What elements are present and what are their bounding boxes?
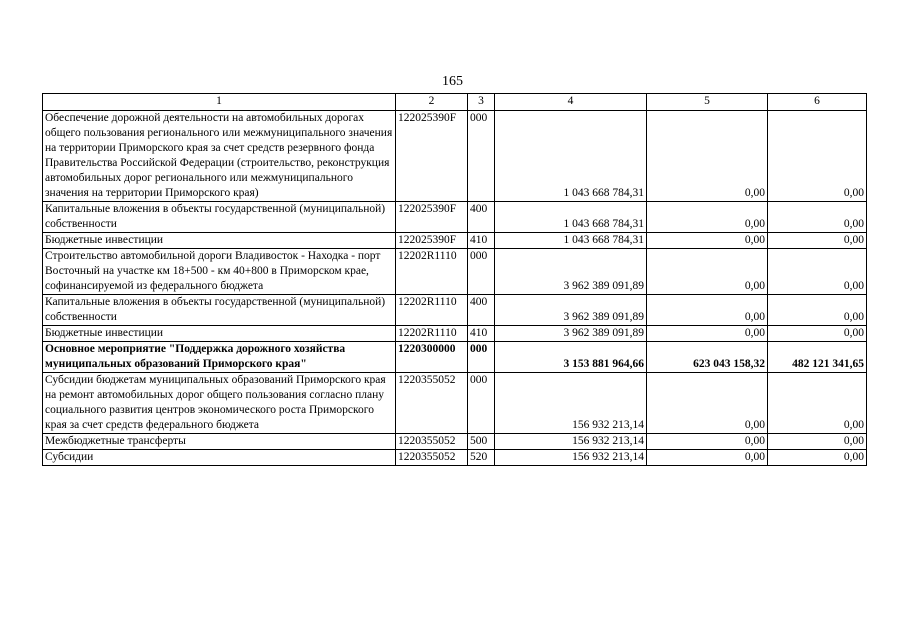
table-row (43, 434, 867, 450)
amount-column-6: 0,00 (768, 434, 867, 450)
column-number-1: 1 (43, 94, 396, 111)
target-article-code: 12202R1110 (396, 326, 468, 342)
target-article-code: 1220300000 (396, 342, 468, 373)
target-article-code: 1220355052 (396, 450, 468, 466)
table-row (43, 450, 867, 466)
amount-column-6: 0,00 (768, 202, 867, 233)
expense-type-code: 520 (468, 450, 495, 466)
amount-column-4: 3 962 389 091,89 (495, 326, 647, 342)
table-row (43, 249, 867, 295)
table-row (43, 202, 867, 233)
target-article-code: 1220355052 (396, 373, 468, 434)
row-name: Обеспечение дорожной деятельности на автомобильных дорогах общего пользования регионального или межмуниципального значения на территории Приморского края за счет средств резервного фонда Правительства Российской Федерации (строительство, реконструкция автомобильных дорог регионального или межмуниципального значения на территории Приморского края) (43, 111, 396, 202)
expense-type-code: 000 (468, 249, 495, 295)
table-row (43, 295, 867, 326)
amount-column-4: 156 932 213,14 (495, 450, 647, 466)
row-name: Бюджетные инвестиции (43, 326, 396, 342)
amount-column-6: 0,00 (768, 233, 867, 249)
amount-column-5: 0,00 (647, 111, 768, 202)
table-row (43, 373, 867, 434)
expense-type-code: 410 (468, 233, 495, 249)
row-name: Субсидии бюджетам муниципальных образований Приморского края на ремонт автомобильных дорог общего пользования согласно плану социального развития центров экономического роста Приморского края за счет средств федерального бюджета (43, 373, 396, 434)
amount-column-4: 156 932 213,14 (495, 373, 647, 434)
expense-type-code: 000 (468, 111, 495, 202)
target-article-code: 122025390F (396, 202, 468, 233)
amount-column-4: 156 932 213,14 (495, 434, 647, 450)
amount-column-5: 0,00 (647, 373, 768, 434)
column-number-6: 6 (768, 94, 867, 111)
table-row (43, 111, 867, 202)
table-row (43, 326, 867, 342)
amount-column-4: 1 043 668 784,31 (495, 233, 647, 249)
amount-column-6: 0,00 (768, 326, 867, 342)
amount-column-5: 0,00 (647, 233, 768, 249)
amount-column-5: 0,00 (647, 202, 768, 233)
amount-column-4: 3 962 389 091,89 (495, 249, 647, 295)
column-number-2: 2 (396, 94, 468, 111)
expense-type-code: 500 (468, 434, 495, 450)
target-article-code: 1220355052 (396, 434, 468, 450)
amount-column-5: 0,00 (647, 295, 768, 326)
row-name: Субсидии (43, 450, 396, 466)
expense-type-code: 400 (468, 202, 495, 233)
amount-column-6: 0,00 (768, 295, 867, 326)
target-article-code: 122025390F (396, 233, 468, 249)
amount-column-5: 0,00 (647, 450, 768, 466)
row-name: Капитальные вложения в объекты государственной (муниципальной) собственности (43, 295, 396, 326)
row-name: Строительство автомобильной дороги Владивосток - Находка - порт Восточный на участке км 18+500 - км 40+800 в Приморском крае, софинансируемой из федерального бюджета (43, 249, 396, 295)
amount-column-4: 1 043 668 784,31 (495, 111, 647, 202)
row-name: Бюджетные инвестиции (43, 233, 396, 249)
expense-type-code: 410 (468, 326, 495, 342)
row-name: Основное мероприятие "Поддержка дорожного хозяйства муниципальных образований Приморского края" (43, 342, 396, 373)
amount-column-6: 482 121 341,65 (768, 342, 867, 373)
page-number: 165 (442, 74, 463, 89)
target-article-code: 122025390F (396, 111, 468, 202)
column-number-4: 4 (495, 94, 647, 111)
budget-table (42, 93, 867, 466)
target-article-code: 12202R1110 (396, 295, 468, 326)
row-name: Капитальные вложения в объекты государственной (муниципальной) собственности (43, 202, 396, 233)
table-row (43, 342, 867, 373)
expense-type-code: 400 (468, 295, 495, 326)
amount-column-6: 0,00 (768, 450, 867, 466)
amount-column-6: 0,00 (768, 249, 867, 295)
amount-column-5: 623 043 158,32 (647, 342, 768, 373)
amount-column-5: 0,00 (647, 326, 768, 342)
row-name: Межбюджетные трансферты (43, 434, 396, 450)
table-row (43, 233, 867, 249)
target-article-code: 12202R1110 (396, 249, 468, 295)
amount-column-4: 1 043 668 784,31 (495, 202, 647, 233)
column-number-5: 5 (647, 94, 768, 111)
expense-type-code: 000 (468, 342, 495, 373)
expense-type-code: 000 (468, 373, 495, 434)
amount-column-5: 0,00 (647, 249, 768, 295)
amount-column-6: 0,00 (768, 111, 867, 202)
amount-column-5: 0,00 (647, 434, 768, 450)
amount-column-4: 3 962 389 091,89 (495, 295, 647, 326)
amount-column-4: 3 153 881 964,66 (495, 342, 647, 373)
column-number-row (43, 94, 867, 111)
column-number-3: 3 (468, 94, 495, 111)
amount-column-6: 0,00 (768, 373, 867, 434)
